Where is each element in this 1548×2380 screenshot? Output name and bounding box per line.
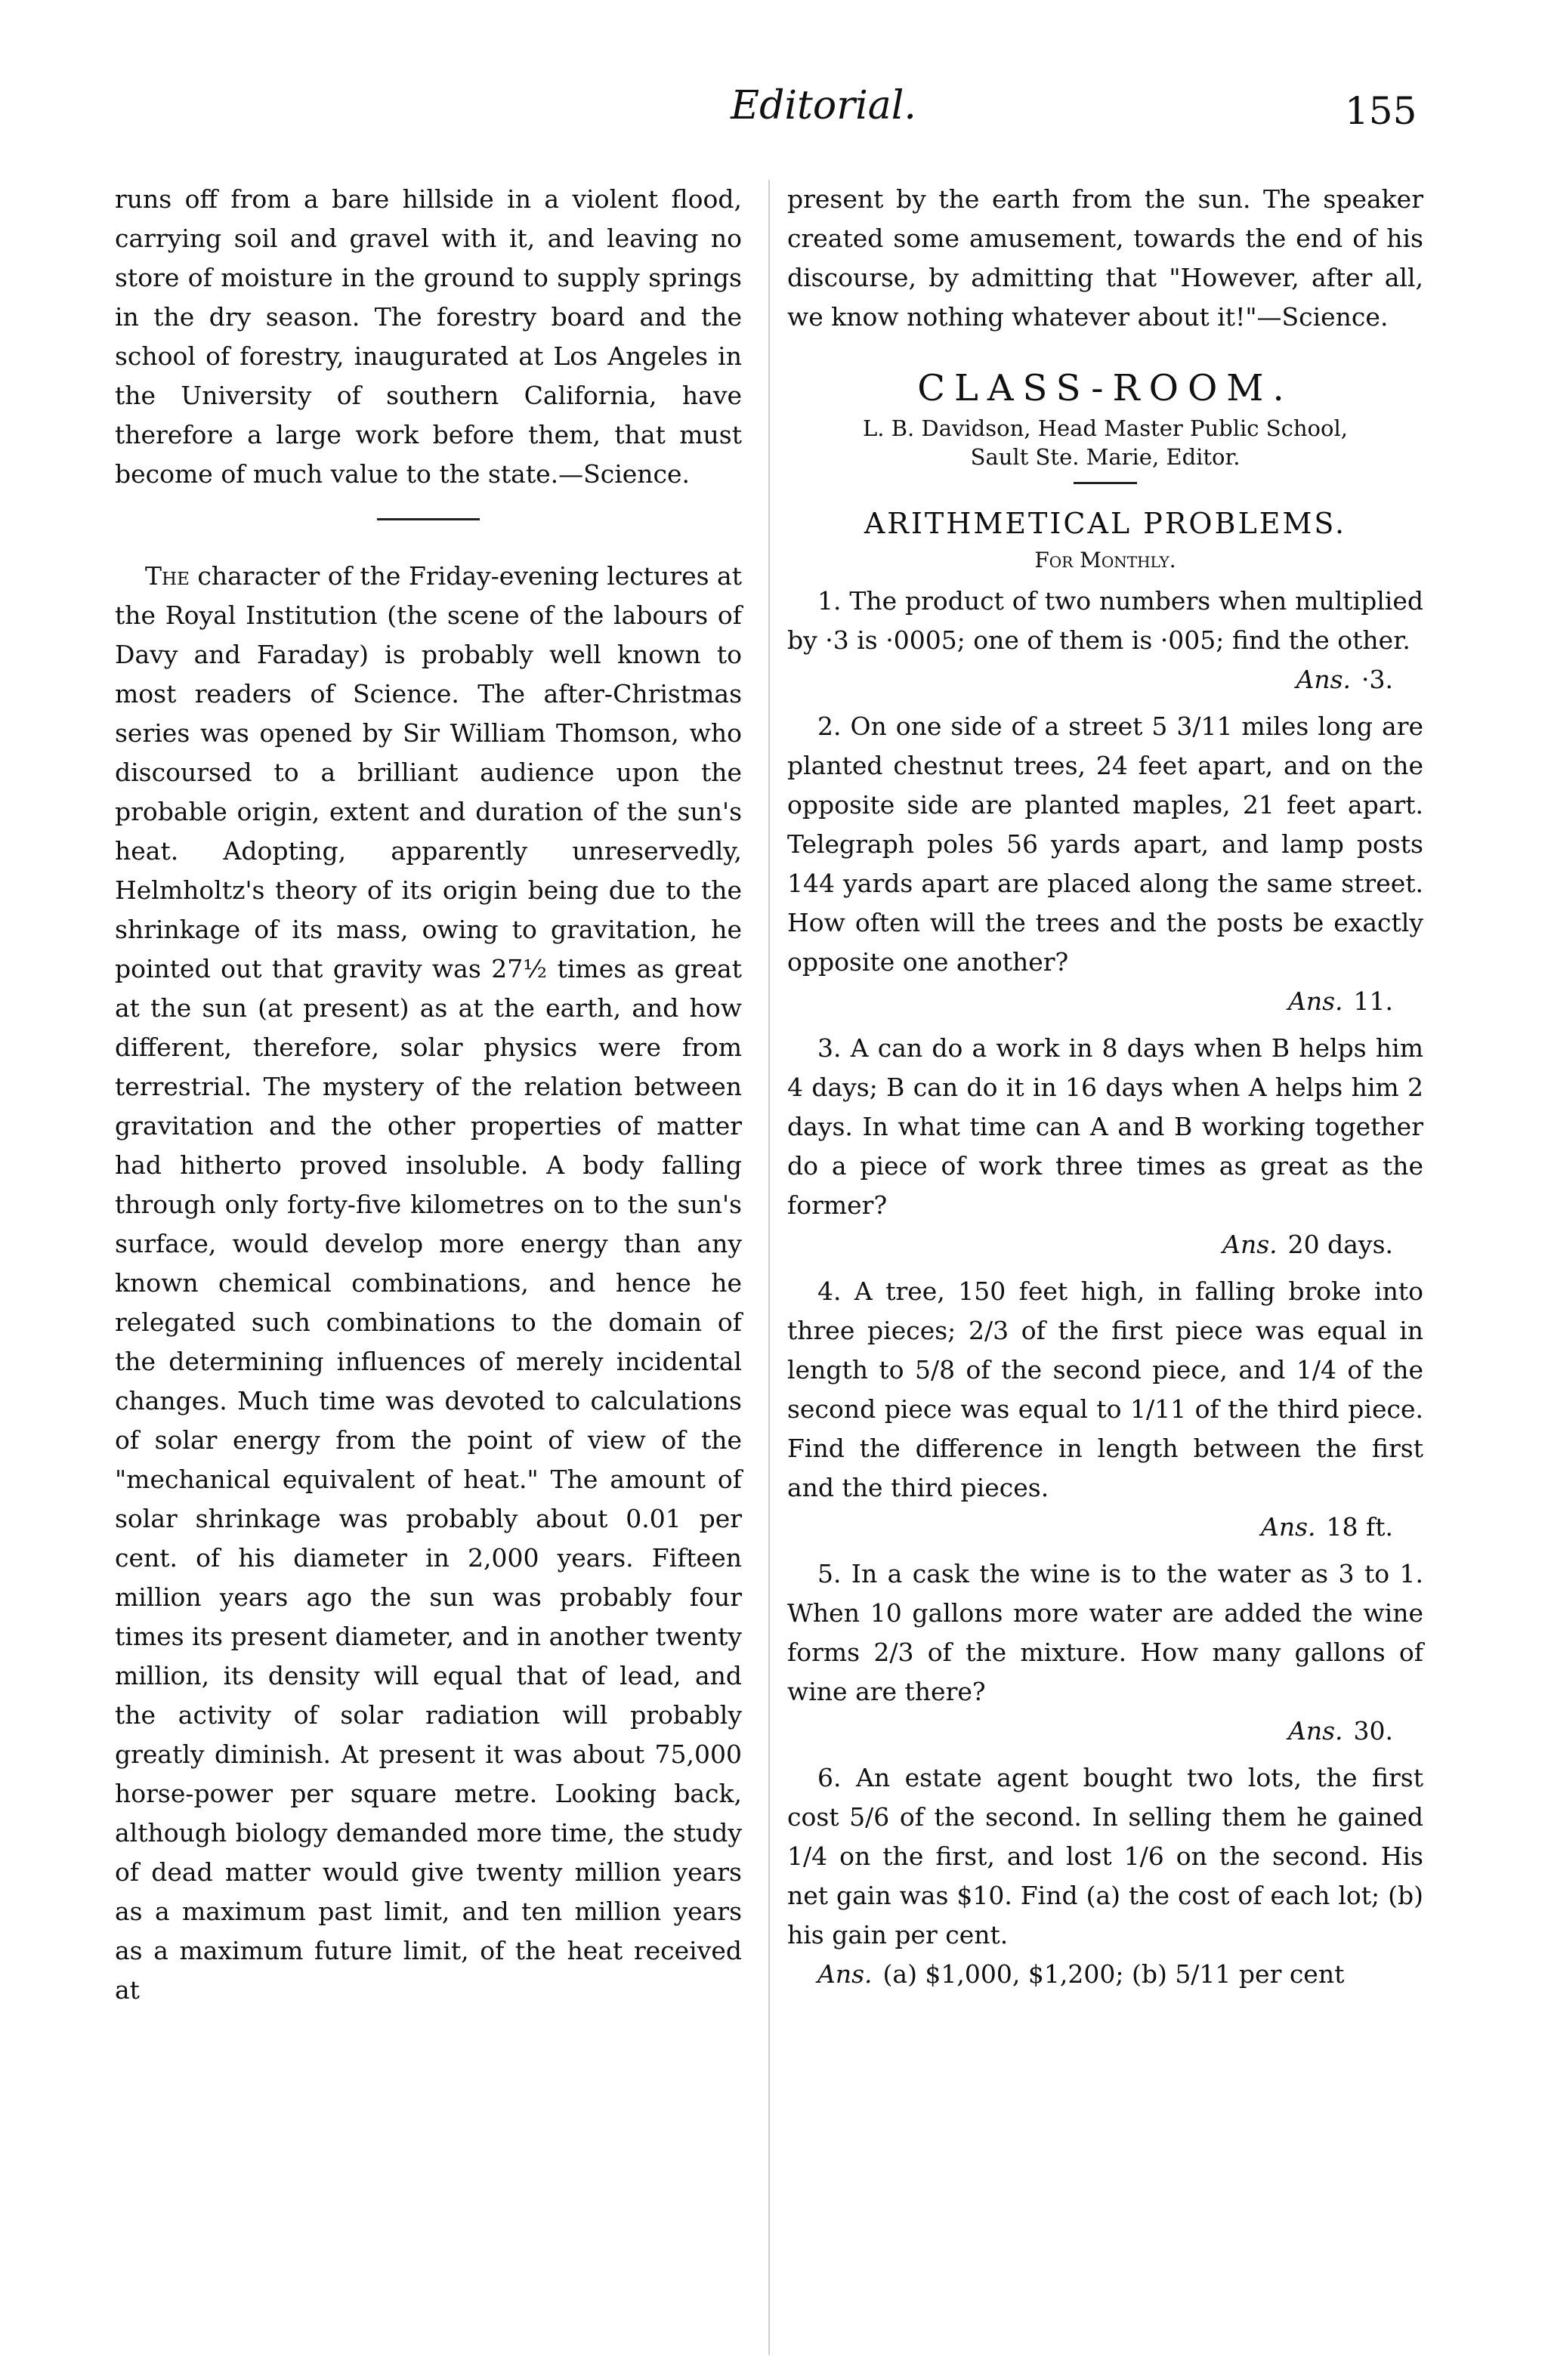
column-divider bbox=[768, 180, 770, 2355]
answer-value: ·3. bbox=[1361, 665, 1393, 694]
page-number: 155 bbox=[1345, 89, 1417, 133]
problem-3 bbox=[787, 1029, 1423, 1264]
editor-byline: L. B. Davidson, Head Master Public School, bbox=[863, 415, 1348, 441]
paragraph-continuation: present by the earth from the sun. The speaker created some amusement, towards the end of his discourse, by admitting that "However, after all, we know nothing whatever about it!"—Science. bbox=[787, 184, 1423, 332]
problem-1 bbox=[787, 582, 1423, 699]
answer-label: Ans. bbox=[1261, 1512, 1316, 1542]
problem-2 bbox=[787, 707, 1423, 1021]
paragraph-lead-word: The bbox=[145, 561, 190, 591]
answer-value: 11. bbox=[1353, 986, 1393, 1016]
right-column bbox=[787, 180, 1423, 2002]
answer-label: Ans. bbox=[1288, 1716, 1343, 1746]
section-title: CLASS-ROOM. bbox=[917, 367, 1293, 409]
problem-text: 4. A tree, 150 feet high, in falling broke into three pieces; 2/3 of the first piece was equal in length to 5/8 of the second piece, and 1/4 of the second piece was equal to 1/11 of the third piece. Find the difference in length between the first and the third pieces. bbox=[787, 1276, 1423, 1502]
problem-text: 2. On one side of a street 5 3/11 miles long are planted chestnut trees, 24 feet apart, and on the opposite side are planted maples, 21 feet apart. Telegraph poles 56 yards apart, and lamp posts 144 yards apart are placed along the same street. How often will the trees and the posts be exactly opposite one another? bbox=[787, 712, 1423, 977]
problem-answer bbox=[787, 982, 1393, 1021]
problem-text: 6. An estate agent bought two lots, the first cost 5/6 of the second. In selling them he gained 1/4 on the first, and lost 1/6 on the second. His net gain was $10. Find (a) the cost of each lot; (b) his gain per cent. bbox=[787, 1763, 1423, 1949]
paragraph-friday-lectures bbox=[115, 557, 742, 2010]
answer-label: Ans. bbox=[1222, 1230, 1278, 1259]
paragraph-friday-lectures-body: character of the Friday-evening lectures at the Royal Institution (the scene of the labours of Davy and Faraday) is probably well known to most readers of Science. The after-Christmas series was opened by Sir William Thomson, who discoursed to a brilliant audience upon the probable origin, extent and duration of the sun's heat. Adopting, apparently unreservedly, Helmholtz's theory of its origin being due to the shrinkage of its mass, owing to gravitation, he pointed out that gravity was 27½ times as great at the sun (at present) as at the earth, and how different, therefore, solar physics were from terrestrial. The mystery of the relation between gravitation and the other properties of matter had hitherto proved insoluble. A body falling through only forty-five kilometres on to the sun's surface, would develop more energy than any known chemical combinations, and hence he relegated such combinations to the domain of the determining influences of merely incidental changes. Much time was devoted to calculations of solar energy from the point of view of the "mechanical equivalent of heat." The amount of solar shrinkage was probably about 0.01 per cent. of his diameter in 2,000 years. Fifteen million years ago the sun was probably four times its present diameter, and in another twenty million, its density will equal that of lead, and the activity of solar radiation will probably greatly diminish. At present it was about 75,000 horse-power per square metre. Looking back, although biology demanded more time, the study of dead matter would give twenty million years as a maximum past limit, and ten million years as a maximum future limit, of the heat received at bbox=[115, 561, 742, 2005]
answer-value: 20 days. bbox=[1287, 1230, 1393, 1259]
section-rule bbox=[377, 518, 480, 520]
problem-answer bbox=[787, 660, 1393, 699]
running-title: Editorial. bbox=[731, 83, 916, 128]
problems-title: ARITHMETICAL PROBLEMS. bbox=[864, 507, 1347, 540]
paragraph-forestry: runs off from a bare hillside in a violent flood, carrying soil and gravel with it, and leaving no store of moisture in the ground to supply springs in the dry season. The forestry board and the school of forestry, inaugurated at Los Angeles in the University of southern California, have therefore a large work before them, that must become of much value to the state.—Science. bbox=[115, 184, 742, 489]
problem-answer bbox=[787, 1712, 1393, 1751]
answer-label: Ans. bbox=[817, 1959, 873, 1989]
running-head bbox=[0, 83, 1548, 144]
answer-value: 18 ft. bbox=[1326, 1512, 1393, 1542]
problem-text: 1. The product of two numbers when multiplied by ·3 is ·0005; one of them is ·005; find the other. bbox=[787, 586, 1423, 655]
editor-byline-location: Sault Ste. Marie, Editor. bbox=[970, 444, 1241, 470]
for-monthly: For Monthly. bbox=[1034, 548, 1176, 573]
answer-value: (a) $1,000, $1,200; (b) 5/11 per cent bbox=[882, 1959, 1345, 1989]
problem-4 bbox=[787, 1272, 1423, 1547]
problem-answer bbox=[787, 1508, 1393, 1547]
answer-value: 30. bbox=[1353, 1716, 1393, 1746]
byline-rule bbox=[1074, 482, 1137, 484]
left-column bbox=[115, 180, 742, 2010]
problem-text: 3. A can do a work in 8 days when B helps him 4 days; B can do it in 16 days when A helps him 2 days. In what time can A and B working together do a piece of work three times as great as the former? bbox=[787, 1033, 1423, 1220]
problem-answer bbox=[787, 1225, 1393, 1264]
problem-5 bbox=[787, 1554, 1423, 1751]
problem-answer bbox=[787, 1955, 1423, 1994]
problem-6 bbox=[787, 1758, 1423, 1994]
answer-label: Ans. bbox=[1288, 986, 1343, 1016]
answer-label: Ans. bbox=[1296, 665, 1352, 694]
problem-text: 5. In a cask the wine is to the water as 3 to 1. When 10 gallons more water are added the wine forms 2/3 of the mixture. How many gallons of wine are there? bbox=[787, 1559, 1423, 1706]
